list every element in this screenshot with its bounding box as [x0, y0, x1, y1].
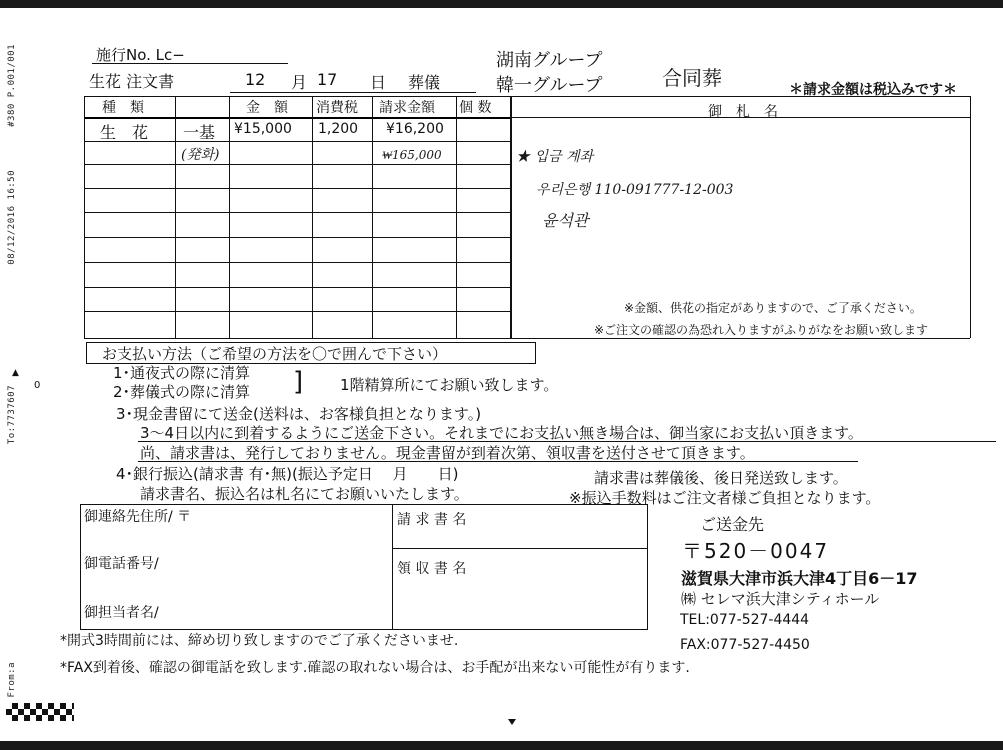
payment-option-12-note: 1階精算所にてお願い致します。 [340, 376, 559, 394]
scan-mark: 0 [34, 380, 41, 391]
caret-down-icon [508, 719, 516, 725]
payment-option-4-line2: 請求書名、振込名は札名にてお願いいたします。 [140, 485, 469, 503]
payment-option-3: 3･現金書留にて送金(送料は、お客様負担となります。) [116, 405, 482, 423]
date-day-label: 日 [370, 73, 387, 92]
tax-note: ＊請求金額は税込みです＊ [789, 82, 957, 98]
send-to-label: ご送金先 [700, 515, 765, 534]
row1-sub: 一基 [183, 123, 216, 142]
card-line-1: ★ 입금 계좌 [516, 149, 593, 165]
table-col-line [312, 96, 313, 338]
send-to-tel: TEL:077-527-4444 [680, 612, 810, 628]
table-row-line [84, 212, 510, 213]
send-to-fax: FAX:077-527-4450 [680, 637, 810, 653]
table-col-line [229, 96, 230, 338]
table-header-line-left [84, 117, 510, 119]
row1-type: 生 花 [100, 123, 149, 142]
table-row-line [84, 311, 510, 312]
fax-from: From:a [7, 662, 17, 698]
table-note-1: ※金額、供花の指定がありますので、ご了承ください。 [624, 301, 922, 315]
fax-page-info: #380 P.001/001 [7, 44, 17, 127]
underline [138, 461, 858, 462]
send-to-company: ㈱ セレマ浜大津シティホール [681, 590, 880, 608]
card-line-2: 우리은행 110-091777-12-003 [536, 182, 734, 198]
table-right-line [970, 96, 971, 338]
row1-billed: ¥16,200 [386, 121, 444, 137]
payment-option-4-fee: ※振込手数料はご注文者様ご負担となります。 [569, 489, 881, 507]
header-billed: 請求金額 [379, 100, 435, 116]
contact-row-line [392, 548, 648, 549]
invoice-name-label: 請 求 書 名 [397, 512, 467, 528]
footer-note-2: *FAX到着後、確認の御電話を致します.確認の取れない場合は、お手配が出来ない可能性が有ります. [60, 660, 690, 676]
fax-datetime: 08/12/2016 16:50 [7, 170, 17, 265]
row2-sub: (発화) [181, 147, 220, 163]
table-col-line [456, 96, 457, 338]
address-label: 御連絡先住所/ 〒 [84, 509, 192, 525]
row1-amount: ¥15,000 [234, 121, 292, 137]
fax-to: To:7737607 [7, 385, 17, 445]
table-row-line [84, 262, 510, 263]
header-tax: 消費税 [316, 100, 358, 116]
bracket: ] [293, 367, 304, 397]
construction-no: 施行No. Lc− [96, 46, 185, 64]
table-row-line [84, 237, 510, 238]
construction-no-underline [92, 63, 288, 64]
scan-bottom-border [0, 741, 1003, 750]
payment-option-2: 2･葬儀式の際に清算 [113, 383, 251, 401]
contact-col-line [392, 505, 393, 629]
date-underline [230, 92, 476, 93]
table-col-line [510, 96, 512, 338]
table-col-line [372, 96, 373, 338]
phone-label: 御電話番号/ [84, 556, 159, 572]
table-note-2: ※ご注文の確認の為恐れ入りますがふりがなをお願い致します [594, 323, 929, 337]
person-label: 御担当者名/ [84, 605, 159, 621]
table-top-line [84, 96, 970, 97]
payment-heading: お支払い方法（ご希望の方法を〇で囲んで下さい） [102, 345, 448, 363]
header-qty: 個 数 [459, 100, 492, 116]
group-name-2: 韓一グループ [496, 75, 603, 96]
arrow-up-icon: ▲ [12, 368, 19, 378]
payment-option-1: 1･通夜式の際に清算 [113, 364, 251, 382]
header-card-name: 御 札 名 [708, 104, 778, 120]
form-title: 生花 注文書 [89, 72, 175, 91]
table-row-line [84, 287, 510, 288]
date-day: 17 [317, 70, 338, 89]
date-month: 12 [245, 70, 266, 89]
payment-option-4: 4･銀行振込(請求書 有･無)(振込予定日 月 日) [116, 465, 459, 483]
scan-top-border [0, 0, 1003, 8]
footer-note-1: *開式3時間前には、締め切り致しますのでご了承くださいませ. [60, 633, 459, 649]
table-col-line [175, 96, 176, 338]
header-type: 種 類 [102, 100, 144, 116]
card-line-3: 윤석관 [542, 211, 589, 230]
table-row-line [84, 164, 510, 165]
header-amount: 金 額 [246, 100, 288, 116]
send-to-postal: 〒520－0047 [682, 539, 830, 563]
row2-billed: ₩165,000 [382, 148, 442, 162]
table-row-line [84, 188, 510, 189]
fax-checker-pattern [6, 703, 74, 721]
funeral-type: 合同葬 [662, 66, 722, 90]
table-col-line [84, 96, 85, 338]
row1-tax: 1,200 [318, 121, 359, 137]
date-month-label: 月 [291, 73, 308, 92]
table-bottom-line [84, 338, 970, 339]
ceremony-label: 葬儀 [408, 73, 441, 92]
group-name-1: 湖南グループ [496, 50, 603, 71]
payment-option-3-line3: 尚、請求書は、発行しておりません。現金書留が到着次第、領収書を送付させて頂きます。 [140, 444, 755, 462]
payment-option-4-note: 請求書は葬儀後、後日発送致します。 [594, 469, 848, 487]
receipt-name-label: 領 収 書 名 [397, 561, 467, 577]
payment-option-3-line2: 3～4日以内に到着するようにご送金下さい。それまでにお支払い無き場合は、御当家にお支払い頂きます。 [140, 424, 863, 442]
send-to-address: 滋賀県大津市浜大津4丁目6－17 [681, 569, 918, 588]
